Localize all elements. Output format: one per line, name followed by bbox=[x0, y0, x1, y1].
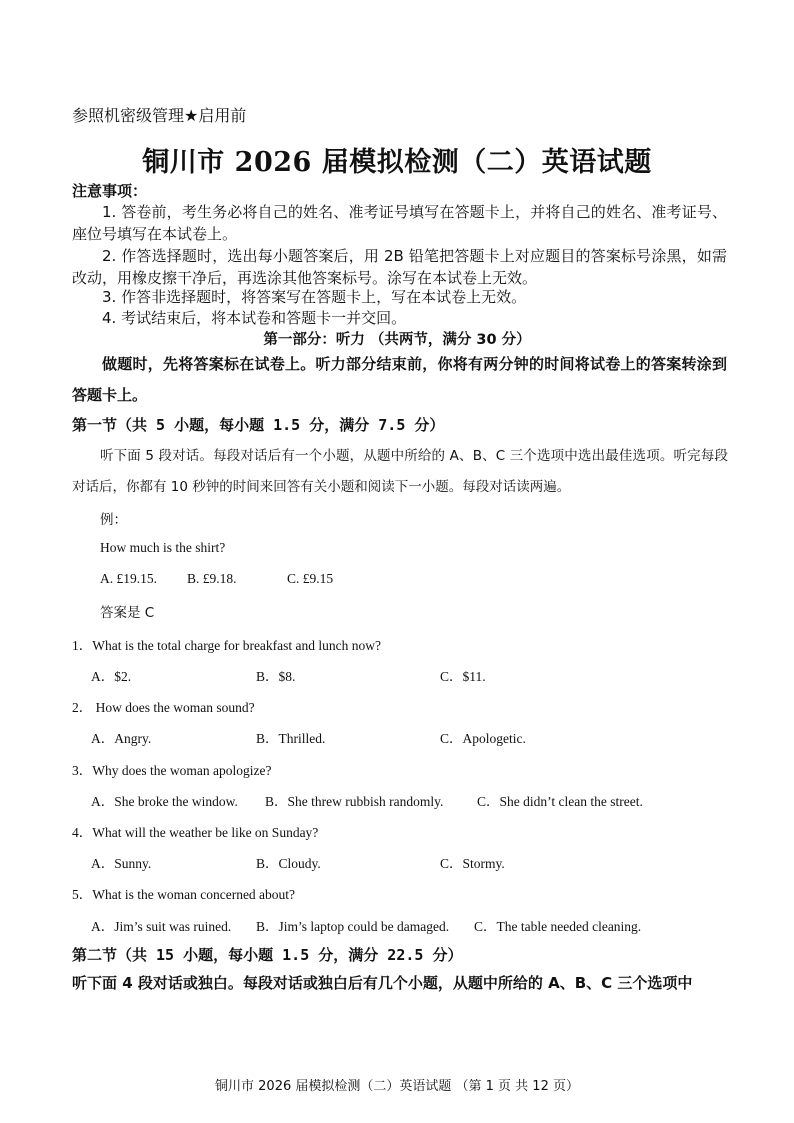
q2-option-c: C．Apologetic. bbox=[440, 731, 526, 746]
q2-option-a: A．Angry. bbox=[91, 731, 152, 746]
notice-item: 3. 作答非选择题时，将答案写在答题卡上，写在本试卷上无效。 bbox=[102, 288, 527, 306]
example-option-a: A. £19.15. bbox=[100, 571, 157, 586]
section-heading: 第一节（共 5 小题，每小题 1.5 分，满分 7.5 分） bbox=[72, 416, 445, 434]
q3-option-a: A．She broke the window. bbox=[91, 794, 238, 809]
question-2: 2． How does the woman sound? bbox=[72, 700, 255, 715]
q2-option-b: B．Thrilled. bbox=[256, 731, 326, 746]
example-option-c: C. £9.15 bbox=[287, 571, 334, 586]
question-1: 1．What is the total charge for breakfast and lunch now? bbox=[72, 638, 382, 653]
example-option-b: B. £9.18. bbox=[187, 571, 237, 586]
example-answer: 答案是 C bbox=[100, 605, 155, 621]
section-instruction: 听下面 5 段对话。每段对话后有一个小题，从题中所给的 A、B、C 三个选项中选出最佳选项。听完每段对话后，你都有 10 秒钟的时间来回答有关小题和阅读下一小题。每段对话读两遍。 bbox=[72, 448, 728, 495]
section-heading: 第二节（共 15 小题，每小题 1.5 分，满分 22.5 分） bbox=[72, 946, 463, 964]
q1-option-a: A．$2. bbox=[91, 669, 132, 684]
question-3: 3．Why does the woman apologize? bbox=[72, 763, 272, 778]
q4-option-b: B．Cloudy. bbox=[256, 856, 321, 871]
part-instruction: 做题时，先将答案标在试卷上。听力部分结束前，你将有两分钟的时间将试卷上的答案转涂到答题卡上。 bbox=[72, 355, 727, 404]
q5-option-b: B．Jim’s laptop could be damaged. bbox=[256, 919, 450, 934]
q4-option-c: C．Stormy. bbox=[440, 856, 505, 871]
notice-item: 1. 答卷前，考生务必将自己的姓名、准考证号填写在答题卡上，并将自己的姓名、准考证号、座位号填写在本试卷上。 bbox=[72, 203, 727, 243]
q4-option-a: A．Sunny. bbox=[91, 856, 152, 871]
q3-option-b: B．She threw rubbish randomly. bbox=[265, 794, 444, 809]
section-instruction: 听下面 4 段对话或独白。每段对话或独白后有几个小题，从题中所给的 A、B、C 三个选项中 bbox=[72, 974, 693, 992]
q1-option-b: B．$8. bbox=[256, 669, 296, 684]
notice-heading: 注意事项： bbox=[72, 182, 148, 200]
example-label: 例： bbox=[100, 512, 127, 528]
question-4: 4．What will the weather be like on Sunday? bbox=[72, 825, 319, 840]
notice-item: 4. 考试结束后，将本试卷和答题卡一并交回。 bbox=[102, 309, 407, 327]
confidentiality-label: 参照机密级管理★启用前 bbox=[72, 106, 247, 125]
notice-item: 2. 作答选择题时，选出每小题答案后，用 2B 铅笔把答题卡上对应题目的答案标号涂黑，如需改动，用橡皮擦干净后，再选涂其他答案标号。涂写在本试卷上无效。 bbox=[72, 247, 727, 287]
q1-option-c: C．$11. bbox=[440, 669, 486, 684]
part-heading: 第一部分：听力 （共两节，满分 30 分） bbox=[263, 332, 531, 348]
q5-option-c: C．The table needed cleaning. bbox=[474, 919, 642, 934]
page-title: 铜川市 2026 届模拟检测（二）英语试题 bbox=[142, 147, 652, 178]
page-footer: 铜川市 2026 届模拟检测（二）英语试题 （第 1 页 共 12 页） bbox=[215, 1079, 579, 1094]
q5-option-a: A．Jim’s suit was ruined. bbox=[91, 919, 232, 934]
q3-option-c: C．She didn’t clean the street. bbox=[477, 794, 643, 809]
example-question: How much is the shirt? bbox=[100, 540, 226, 555]
question-5: 5．What is the woman concerned about? bbox=[72, 887, 296, 902]
